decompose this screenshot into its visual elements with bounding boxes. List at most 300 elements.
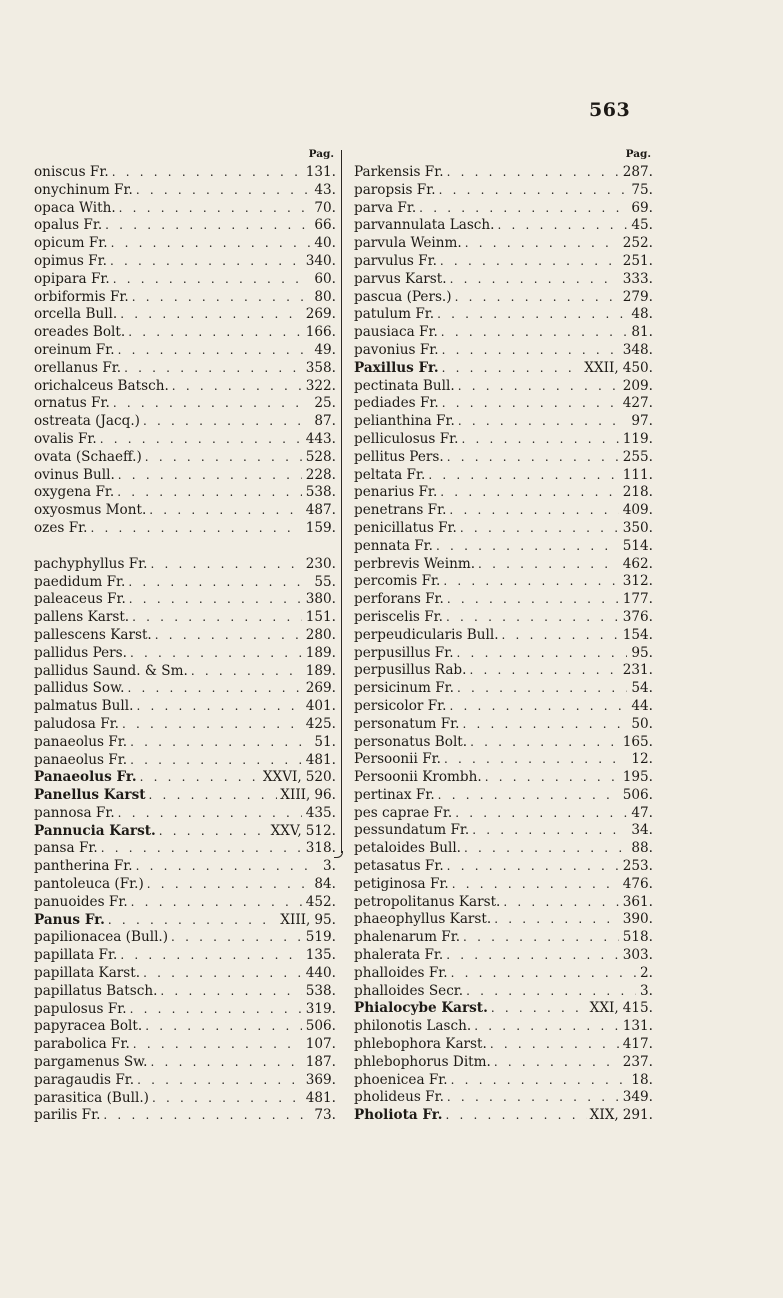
entry-page: 97.: [631, 413, 653, 430]
entry-page: 55.: [314, 573, 336, 590]
entry-page: 131.: [305, 164, 336, 180]
entry-page: 380.: [305, 591, 336, 608]
entry-page: 443.: [305, 430, 336, 447]
entry-page: 189.: [305, 662, 336, 679]
index-entry: [34, 716, 336, 734]
index-entry: [354, 573, 653, 591]
dot-leader: [128, 574, 310, 592]
dot-leader: [447, 449, 619, 467]
dot-leader: [140, 769, 260, 787]
entry-name: oreinum Fr.: [34, 341, 115, 358]
entry-page: 349.: [622, 1089, 653, 1106]
dot-leader: [130, 734, 310, 752]
index-entry: [34, 912, 336, 930]
index-entry: [354, 1036, 653, 1054]
index-entry: [354, 698, 653, 716]
dot-leader: [191, 663, 302, 681]
entry-page: 25.: [314, 395, 336, 412]
dot-leader: [119, 200, 311, 218]
entry-page: 251.: [622, 252, 653, 269]
entry-name: pallidus Pers.: [34, 644, 127, 661]
dot-leader: [439, 182, 628, 200]
index-entry: [354, 467, 653, 485]
entry-name: opaca With.: [34, 199, 116, 216]
dot-leader: [145, 449, 302, 467]
entry-name: pallescens Karst.: [34, 626, 152, 643]
entry-plate: XXV,: [270, 822, 302, 839]
entry-name: Pannucia Karst.: [34, 822, 156, 839]
entry-name: panuoides Fr.: [34, 893, 128, 910]
entry-name: phalerata Fr.: [354, 947, 444, 964]
entry-page: 340.: [305, 252, 336, 269]
entry-page: 218.: [622, 484, 653, 501]
entry-page: 48.: [631, 306, 653, 323]
entry-page: 177.: [622, 591, 653, 608]
dot-leader: [503, 894, 618, 912]
entry-page: 151.: [305, 609, 336, 626]
entry-name: papillatus Batsch.: [34, 982, 158, 999]
entry-page: 376.: [622, 608, 653, 625]
entry-name: penicillatus Fr.: [354, 519, 457, 536]
index-entry: [354, 395, 653, 413]
index-entry: [34, 752, 336, 770]
index-column-right: [354, 148, 653, 1125]
index-entry: [34, 698, 336, 716]
entry-name: persicinum Fr.: [354, 680, 455, 697]
index-entry: [354, 182, 653, 200]
dot-leader: [440, 484, 618, 502]
entry-name: phalloides Secr.: [354, 982, 464, 999]
entry-name: parvannulata Lasch.: [354, 217, 495, 234]
dot-leader: [469, 662, 618, 680]
entry-name: parvus Karst.: [354, 270, 447, 287]
entry-page: 159.: [305, 519, 336, 536]
dot-leader: [478, 556, 619, 574]
index-entry: [34, 306, 336, 324]
entry-name: perpeudicularis Bull.: [354, 626, 499, 643]
entry-page: 280.: [305, 626, 336, 643]
index-entry: [34, 734, 336, 752]
index-entry: [34, 609, 336, 627]
entry-page: 95.: [631, 644, 653, 661]
dot-leader: [474, 1018, 619, 1036]
entry-name: pelliculosus Fr.: [354, 430, 459, 447]
entry-page: 66.: [314, 217, 336, 234]
index-entry: [354, 591, 653, 609]
index-entry: [34, 342, 336, 360]
dot-leader: [450, 271, 619, 289]
dot-leader: [447, 858, 619, 876]
dot-leader: [455, 805, 627, 823]
entry-page: 111.: [622, 466, 653, 483]
section-gap: [34, 538, 336, 556]
entry-name: persicolor Fr.: [354, 697, 447, 714]
entry-name: phoenicea Fr.: [354, 1071, 448, 1088]
index-entry: [354, 342, 653, 360]
dot-leader: [441, 324, 628, 342]
dot-leader: [463, 929, 619, 947]
index-entry: [354, 1072, 653, 1090]
entry-page: 279.: [622, 288, 653, 305]
index-entry: [354, 769, 653, 787]
entry-page: 427.: [622, 395, 653, 412]
index-entry: [354, 805, 653, 823]
entry-page: 95.: [314, 911, 336, 928]
entry-name: papulosus Fr.: [34, 1000, 127, 1017]
dot-leader: [442, 360, 582, 378]
dot-leader: [122, 716, 302, 734]
index-entry: [34, 449, 336, 467]
entry-page: 401.: [305, 698, 336, 715]
dot-leader: [101, 840, 302, 858]
entry-page: 512.: [305, 822, 336, 839]
dot-leader: [502, 627, 619, 645]
index-list-o: [34, 164, 336, 538]
entry-name: pennata Fr.: [354, 537, 434, 554]
index-entry: [34, 200, 336, 218]
entry-name: opicum Fr.: [34, 235, 108, 252]
entry-name: pansa Fr.: [34, 840, 98, 857]
entry-name: perpusillus Rab.: [354, 662, 467, 679]
entry-name: panaeolus Fr.: [34, 751, 128, 768]
dot-leader: [129, 591, 302, 609]
entry-page: 450.: [622, 359, 653, 376]
index-entry: [34, 1001, 336, 1019]
entry-page: 237.: [622, 1053, 653, 1070]
entry-name: penarius Fr.: [354, 484, 438, 501]
entry-name: ovinus Bull.: [34, 466, 115, 483]
index-entry: [354, 217, 653, 235]
entry-name: phlebophora Karst.: [354, 1036, 487, 1053]
index-entry: [34, 431, 336, 449]
index-entry: [354, 645, 653, 663]
entry-page: 43.: [314, 181, 336, 198]
index-entry: [34, 235, 336, 253]
index-entry: [34, 484, 336, 502]
dot-leader: [128, 324, 302, 342]
dot-leader: [172, 378, 302, 396]
dot-leader: [118, 805, 302, 823]
index-entry: [34, 929, 336, 947]
index-entry: [354, 1089, 653, 1107]
entry-name: papyracea Bolt.: [34, 1018, 143, 1035]
index-entry: [354, 627, 653, 645]
column-divider: [341, 150, 342, 853]
dot-leader: [460, 520, 619, 538]
entry-name: petaloides Bull.: [354, 840, 461, 857]
index-entry: [34, 1072, 336, 1090]
dot-leader: [120, 306, 301, 324]
dot-leader: [132, 289, 311, 307]
entry-name: paragaudis Fr.: [34, 1071, 135, 1088]
index-entry: [354, 787, 653, 805]
entry-name: periscelis Fr.: [354, 608, 443, 625]
entry-page: 187.: [305, 1054, 336, 1071]
entry-page: 73.: [314, 1107, 336, 1124]
dot-leader: [498, 217, 628, 235]
entry-name: pessundatum Fr.: [354, 822, 470, 839]
entry-name: paleaceus Fr.: [34, 591, 126, 608]
entry-page: 322.: [305, 377, 336, 394]
entry-name: opipara Fr.: [34, 270, 110, 287]
dot-leader: [100, 431, 302, 449]
index-entry: [354, 911, 653, 929]
entry-page: 390.: [622, 911, 653, 928]
entry-page: 519.: [305, 929, 336, 946]
index-list-right: [354, 164, 653, 1125]
index-entry: [354, 1054, 653, 1072]
entry-page: 135.: [305, 947, 336, 964]
entry-name: personatus Bolt.: [354, 733, 468, 750]
entry-page: 96.: [314, 787, 336, 804]
entry-name: pachyphyllus Fr.: [34, 555, 148, 572]
dot-leader: [462, 716, 627, 734]
entry-page: 369.: [305, 1071, 336, 1088]
index-entry: [354, 751, 653, 769]
entry-page: 358.: [305, 359, 336, 376]
entry-page: 269.: [305, 306, 336, 323]
dot-leader: [449, 502, 618, 520]
dot-leader: [437, 306, 627, 324]
dot-leader: [108, 912, 277, 930]
entry-plate: XXI,: [589, 1000, 619, 1017]
index-entry: [34, 965, 336, 983]
dot-leader: [136, 698, 301, 716]
dot-leader: [137, 1072, 302, 1090]
entry-page: 440.: [305, 965, 336, 982]
entry-page: 47.: [631, 804, 653, 821]
index-entry: [34, 324, 336, 342]
dot-leader: [103, 1107, 310, 1125]
entry-name: paedidum Fr.: [34, 573, 126, 590]
index-entry: [354, 200, 653, 218]
entry-page: 119.: [622, 430, 653, 447]
entry-plate: XIX,: [589, 1107, 619, 1124]
entry-name: penetrans Fr.: [354, 502, 447, 519]
index-entry: [34, 663, 336, 681]
entry-name: Persoonii Fr.: [354, 751, 441, 768]
entry-page: 462.: [622, 555, 653, 572]
entry-page: 75.: [631, 181, 653, 198]
index-entry: [34, 876, 336, 894]
entry-page: 49.: [314, 341, 336, 358]
entry-page: 303.: [622, 947, 653, 964]
entry-page: 40.: [314, 235, 336, 252]
entry-page: 361.: [622, 893, 653, 910]
index-entry: [34, 164, 336, 182]
index-entry: [34, 591, 336, 609]
dot-leader: [136, 858, 319, 876]
dot-leader: [143, 965, 302, 983]
entry-plate: XIII,: [280, 911, 311, 928]
dot-leader: [436, 538, 619, 556]
index-column-left: [34, 148, 336, 1125]
dot-leader: [442, 342, 619, 360]
entry-name: Persoonii Krombh.: [354, 769, 482, 786]
dot-leader: [149, 787, 278, 805]
entry-name: parasitica (Bull.): [34, 1089, 149, 1106]
entry-page: 154.: [622, 626, 653, 643]
index-entry: [34, 502, 336, 520]
entry-page: 481.: [305, 1089, 336, 1106]
index-entry: [354, 662, 653, 680]
entry-page: 189.: [305, 644, 336, 661]
entry-page: 230.: [305, 555, 336, 572]
entry-name: pediades Fr.: [354, 395, 439, 412]
index-entry: [34, 1036, 336, 1054]
index-entry: [354, 484, 653, 502]
index-entry: [34, 217, 336, 235]
index-entry: [34, 378, 336, 396]
entry-page: 81.: [631, 324, 653, 341]
entry-plate: XXVI,: [262, 769, 302, 786]
entry-page: 255.: [622, 448, 653, 465]
entry-page: 312.: [622, 573, 653, 590]
column-divider-end: [334, 851, 343, 858]
entry-page: 2.: [640, 964, 653, 981]
entry-name: personatum Fr.: [354, 715, 460, 732]
index-entry: [34, 413, 336, 431]
entry-page: 80.: [314, 288, 336, 305]
dot-leader: [458, 378, 619, 396]
index-entry: [354, 449, 653, 467]
dot-leader: [120, 947, 301, 965]
dot-leader: [149, 502, 301, 520]
entry-page: 107.: [305, 1036, 336, 1053]
entry-name: pantoleuca (Fr.): [34, 876, 144, 893]
entry-name: Pholiota Fr.: [354, 1107, 443, 1124]
entry-name: paropsis Fr.: [354, 181, 436, 198]
entry-name: papilionacea (Bull.): [34, 929, 169, 946]
entry-name: papillata Karst.: [34, 965, 141, 982]
entry-name: phlebophorus Ditm.: [354, 1053, 491, 1070]
entry-page: 70.: [314, 199, 336, 216]
index-entry: [34, 627, 336, 645]
dot-leader: [155, 627, 302, 645]
entry-page: 69.: [631, 199, 653, 216]
dot-leader: [461, 431, 618, 449]
dot-leader: [447, 591, 619, 609]
dot-leader: [147, 876, 311, 894]
entry-name: ovata (Schaeff.): [34, 448, 142, 465]
entry-name: Panaeolus Fr.: [34, 769, 137, 786]
entry-name: parva Fr.: [354, 199, 417, 216]
entry-page: 348.: [622, 341, 653, 358]
dot-leader: [457, 645, 628, 663]
index-entry: [354, 164, 653, 182]
entry-page: 228.: [305, 466, 336, 483]
dot-leader: [445, 1107, 586, 1125]
entry-page: 34.: [631, 822, 653, 839]
entry-page: 487.: [305, 502, 336, 519]
dot-leader: [470, 734, 619, 752]
entry-page: 425.: [305, 715, 336, 732]
page-number: 563: [589, 99, 631, 121]
index-entry: [354, 609, 653, 627]
entry-page: 452.: [305, 893, 336, 910]
entry-name: perpusillus Fr.: [354, 644, 454, 661]
dot-leader: [485, 769, 619, 787]
entry-page: 528.: [305, 448, 336, 465]
dot-leader: [145, 1018, 302, 1036]
dot-leader: [130, 752, 302, 770]
index-entry: [34, 680, 336, 698]
dot-leader: [152, 1090, 302, 1108]
entry-name: phalloides Fr.: [354, 964, 448, 981]
entry-name: pargamenus Sw.: [34, 1054, 148, 1071]
index-entry: [354, 1000, 653, 1018]
entry-name: ornatus Fr.: [34, 395, 110, 412]
index-entry: [354, 378, 653, 396]
index-entry: [34, 894, 336, 912]
entry-page: 333.: [622, 270, 653, 287]
entry-page: 514.: [622, 537, 653, 554]
entry-name: onychinum Fr.: [34, 181, 133, 198]
dot-leader: [465, 235, 619, 253]
index-entry: [34, 574, 336, 592]
index-entry: [34, 645, 336, 663]
dot-leader: [171, 929, 302, 947]
entry-page: 518.: [622, 929, 653, 946]
entry-page: 287.: [622, 164, 653, 180]
entry-name: parilis Fr.: [34, 1107, 101, 1124]
dot-leader: [494, 1054, 619, 1072]
dot-leader: [438, 787, 619, 805]
entry-page: 319.: [305, 1000, 336, 1017]
entry-name: orichalceus Batsch.: [34, 377, 169, 394]
entry-plate: XXII,: [584, 359, 619, 376]
index-entry: [354, 734, 653, 752]
entry-name: opalus Fr.: [34, 217, 103, 234]
entry-page: 318.: [305, 840, 336, 857]
entry-page: 45.: [631, 217, 653, 234]
dot-leader: [130, 1001, 302, 1019]
index-entry: [354, 1107, 653, 1125]
index-entry: [34, 769, 336, 787]
entry-page: 538.: [305, 982, 336, 999]
dot-leader: [151, 556, 302, 574]
entry-page: 165.: [622, 733, 653, 750]
dot-leader: [118, 342, 311, 360]
dot-leader: [160, 983, 301, 1001]
index-entry: [34, 858, 336, 876]
entry-page: 3.: [640, 982, 653, 999]
dot-leader: [127, 680, 301, 698]
entry-page: 18.: [631, 1071, 653, 1088]
index-entry: [34, 1018, 336, 1036]
entry-name: pelianthina Fr.: [354, 413, 455, 430]
index-entry: [354, 253, 653, 271]
entry-page: 252.: [622, 235, 653, 252]
dot-leader: [452, 876, 619, 894]
entry-page: 60.: [314, 270, 336, 287]
dot-leader: [110, 253, 302, 271]
entry-page: 54.: [631, 680, 653, 697]
index-entry: [354, 502, 653, 520]
entry-name: parvulus Fr.: [354, 252, 437, 269]
entry-page: 506.: [305, 1018, 336, 1035]
entry-page: 520.: [305, 769, 336, 786]
entry-name: pallidus Saund. & Sm.: [34, 662, 188, 679]
index-entry: [354, 413, 653, 431]
dot-leader: [458, 413, 628, 431]
entry-name: orbiformis Fr.: [34, 288, 129, 305]
index-entry: [34, 983, 336, 1001]
entry-page: 476.: [622, 875, 653, 892]
dot-leader: [113, 395, 311, 413]
entry-name: parabolica Fr.: [34, 1036, 130, 1053]
index-entry: [34, 805, 336, 823]
